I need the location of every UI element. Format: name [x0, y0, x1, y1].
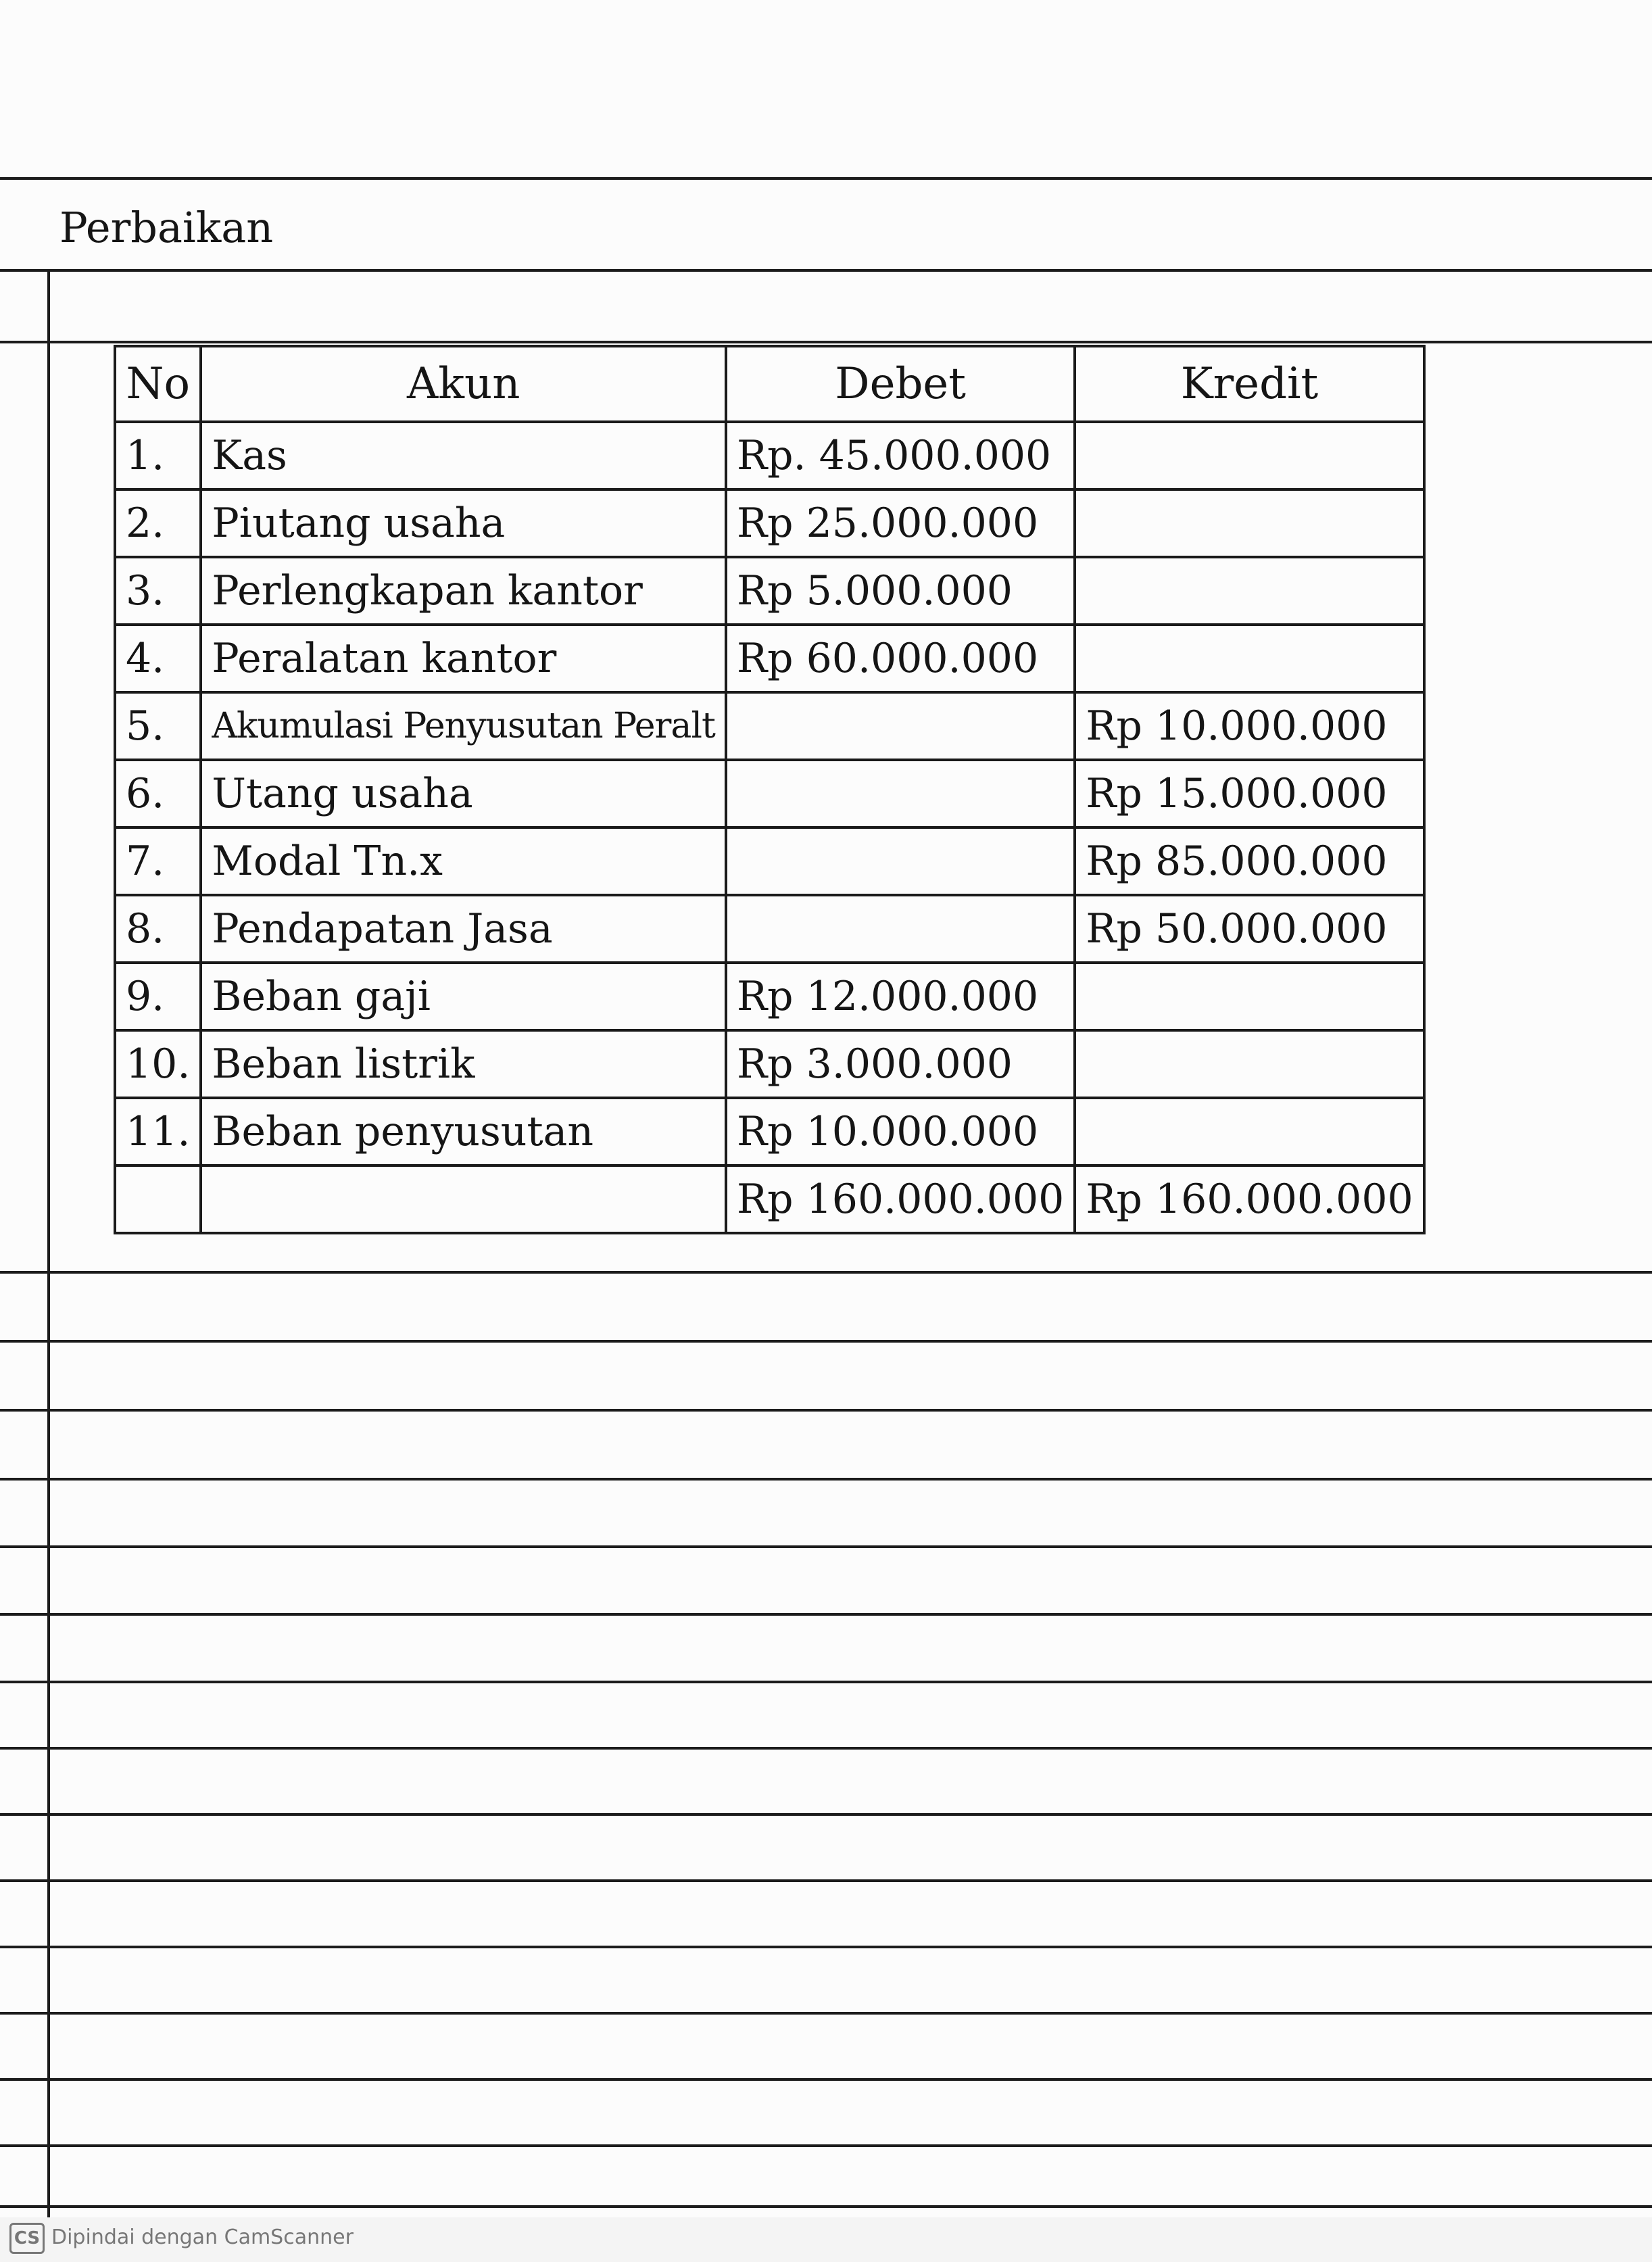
credit-amount [1075, 557, 1424, 625]
margin-line [47, 270, 50, 2224]
row-number: 3. [115, 557, 201, 625]
debit-amount: Rp 25.000.000 [726, 489, 1075, 557]
ruled-line [0, 341, 1652, 343]
account-name: Beban gaji [201, 963, 726, 1030]
account-name: Piutang usaha [201, 489, 726, 557]
credit-amount [1075, 1098, 1424, 1165]
page-heading: Perbaikan [59, 203, 274, 252]
row-number: 8. [115, 895, 201, 963]
ruled-line [0, 2144, 1652, 2147]
account-name: Kas [201, 422, 726, 489]
total-credit: Rp 160.000.000 [1075, 1165, 1424, 1233]
ruled-line [0, 1545, 1652, 1548]
row-number: 9. [115, 963, 201, 1030]
debit-amount [726, 760, 1075, 827]
table-row [115, 827, 1424, 895]
ruled-line [0, 2012, 1652, 2015]
ruled-line [0, 1946, 1652, 1948]
account-name: Akumulasi Penyusutan Peralt [201, 692, 726, 760]
total-row [115, 1165, 1424, 1233]
debit-amount [726, 692, 1075, 760]
table-row [115, 895, 1424, 963]
table-body [115, 422, 1424, 1233]
total-row-number [115, 1165, 201, 1233]
debit-amount [726, 895, 1075, 963]
row-number: 4. [115, 625, 201, 692]
ruled-line [0, 1478, 1652, 1481]
ruled-line [0, 1613, 1652, 1616]
credit-amount: Rp 10.000.000 [1075, 692, 1424, 760]
debit-amount [726, 827, 1075, 895]
ruled-line [0, 1340, 1652, 1343]
ruled-line [0, 1879, 1652, 1882]
credit-amount: Rp 15.000.000 [1075, 760, 1424, 827]
table-row [115, 692, 1424, 760]
ruled-line [0, 269, 1652, 272]
credit-amount: Rp 85.000.000 [1075, 827, 1424, 895]
table-row [115, 557, 1424, 625]
account-name: Peralatan kantor [201, 625, 726, 692]
ruled-line [0, 1813, 1652, 1816]
table-row [115, 625, 1424, 692]
account-name: Modal Tn.x [201, 827, 726, 895]
column-header-no: No [115, 346, 201, 422]
table-header-row [115, 346, 1424, 422]
row-number: 7. [115, 827, 201, 895]
ruled-line [0, 177, 1652, 180]
debit-amount: Rp. 45.000.000 [726, 422, 1075, 489]
account-name: Utang usaha [201, 760, 726, 827]
table-row [115, 489, 1424, 557]
credit-amount [1075, 625, 1424, 692]
trial-balance-table [114, 345, 1426, 1234]
camscanner-logo-icon: CS [9, 2223, 45, 2254]
ruled-line [0, 2078, 1652, 2081]
row-number: 6. [115, 760, 201, 827]
debit-amount: Rp 60.000.000 [726, 625, 1075, 692]
ruled-line [0, 2205, 1652, 2208]
account-name: Perlengkapan kantor [201, 557, 726, 625]
credit-amount [1075, 1030, 1424, 1098]
debit-amount: Rp 10.000.000 [726, 1098, 1075, 1165]
credit-amount [1075, 422, 1424, 489]
account-name: Beban listrik [201, 1030, 726, 1098]
total-row-label [201, 1165, 726, 1233]
account-name: Beban penyusutan [201, 1098, 726, 1165]
column-header-kredit: Kredit [1075, 346, 1424, 422]
scanner-watermark-text: Dipindai dengan CamScanner [51, 2225, 354, 2249]
account-name: Pendapatan Jasa [201, 895, 726, 963]
row-number: 2. [115, 489, 201, 557]
table-row [115, 1030, 1424, 1098]
table-row [115, 760, 1424, 827]
column-header-akun: Akun [201, 346, 726, 422]
ruled-line [0, 1409, 1652, 1412]
table-row [115, 963, 1424, 1030]
column-header-debet: Debet [726, 346, 1075, 422]
table-row [115, 422, 1424, 489]
debit-amount: Rp 12.000.000 [726, 963, 1075, 1030]
table-row [115, 1098, 1424, 1165]
debit-amount: Rp 5.000.000 [726, 557, 1075, 625]
row-number: 1. [115, 422, 201, 489]
row-number: 5. [115, 692, 201, 760]
debit-amount: Rp 3.000.000 [726, 1030, 1075, 1098]
ruled-line [0, 1747, 1652, 1750]
row-number: 10. [115, 1030, 201, 1098]
ruled-line [0, 1681, 1652, 1683]
credit-amount [1075, 963, 1424, 1030]
row-number: 11. [115, 1098, 201, 1165]
credit-amount: Rp 50.000.000 [1075, 895, 1424, 963]
credit-amount [1075, 489, 1424, 557]
ruled-line [0, 1271, 1652, 1274]
total-debit: Rp 160.000.000 [726, 1165, 1075, 1233]
